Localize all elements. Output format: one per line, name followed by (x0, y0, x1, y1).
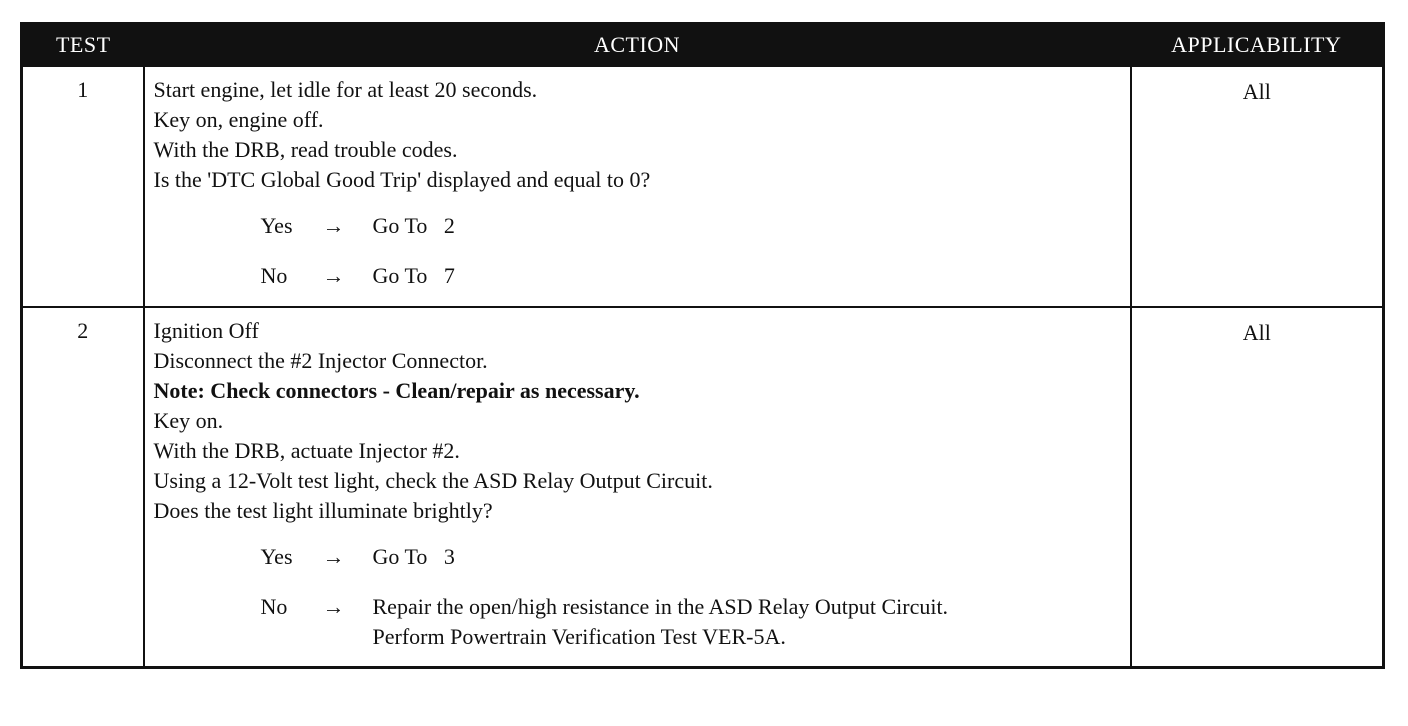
arrow-right-icon: → (322, 594, 345, 619)
action-line: With the DRB, actuate Injector #2. (153, 438, 460, 463)
diagnostic-test-table (20, 22, 1385, 669)
header-row (22, 24, 1384, 67)
result-line: Go To 3 (372, 544, 455, 569)
no-result (373, 592, 949, 652)
applicability-value: All (1131, 307, 1384, 667)
arrow-right-icon: → (322, 263, 345, 288)
test-number: 1 (22, 66, 144, 307)
arrow-right-icon: → (322, 544, 345, 569)
header-action: ACTION (144, 24, 1131, 67)
result-line: Go To 7 (372, 263, 455, 288)
arrow-right-icon: → (322, 213, 345, 238)
yes-result (373, 542, 455, 572)
action-line: Disconnect the #2 Injector Connector. (153, 348, 488, 373)
action-line: Key on. (153, 408, 224, 433)
yes-label: Yes (260, 213, 293, 238)
action-line: Is the 'DTC Global Good Trip' displayed and equal to 0? (153, 167, 651, 192)
yes-label: Yes (260, 544, 293, 569)
applicability-value: All (1131, 66, 1384, 307)
yes-branch (261, 211, 1122, 241)
table-row (22, 307, 1384, 667)
action-line: Start engine, let idle for at least 20 seconds. (153, 77, 538, 102)
no-label: No (260, 594, 288, 619)
yes-branch (261, 542, 1122, 572)
result-line: Go To 2 (372, 213, 455, 238)
no-result (373, 261, 455, 291)
action-line: Key on, engine off. (153, 107, 324, 132)
no-branch (261, 592, 1122, 652)
header-applicability: APPLICABILITY (1131, 24, 1384, 67)
branch-list (261, 211, 1122, 291)
result-line: Perform Powertrain Verification Test VER-5A. (372, 624, 786, 649)
header-test: TEST (22, 24, 144, 67)
no-branch (261, 261, 1122, 291)
no-label: No (260, 263, 288, 288)
action-line: Ignition Off (153, 318, 259, 343)
note-line: Note: Check connectors - Clean/repair as necessary. (153, 378, 640, 403)
yes-result (373, 211, 455, 241)
result-line: Repair the open/high resistance in the ASD Relay Output Circuit. (372, 594, 949, 619)
action-cell (144, 66, 1131, 307)
action-cell (144, 307, 1131, 667)
action-line: Using a 12-Volt test light, check the ASD Relay Output Circuit. (153, 468, 713, 493)
table-body (22, 66, 1384, 667)
test-number: 2 (22, 307, 144, 667)
table-header (22, 24, 1384, 67)
branch-list (261, 542, 1122, 652)
table-row (22, 66, 1384, 307)
action-line: With the DRB, read trouble codes. (153, 137, 458, 162)
action-line: Does the test light illuminate brightly? (153, 498, 493, 523)
